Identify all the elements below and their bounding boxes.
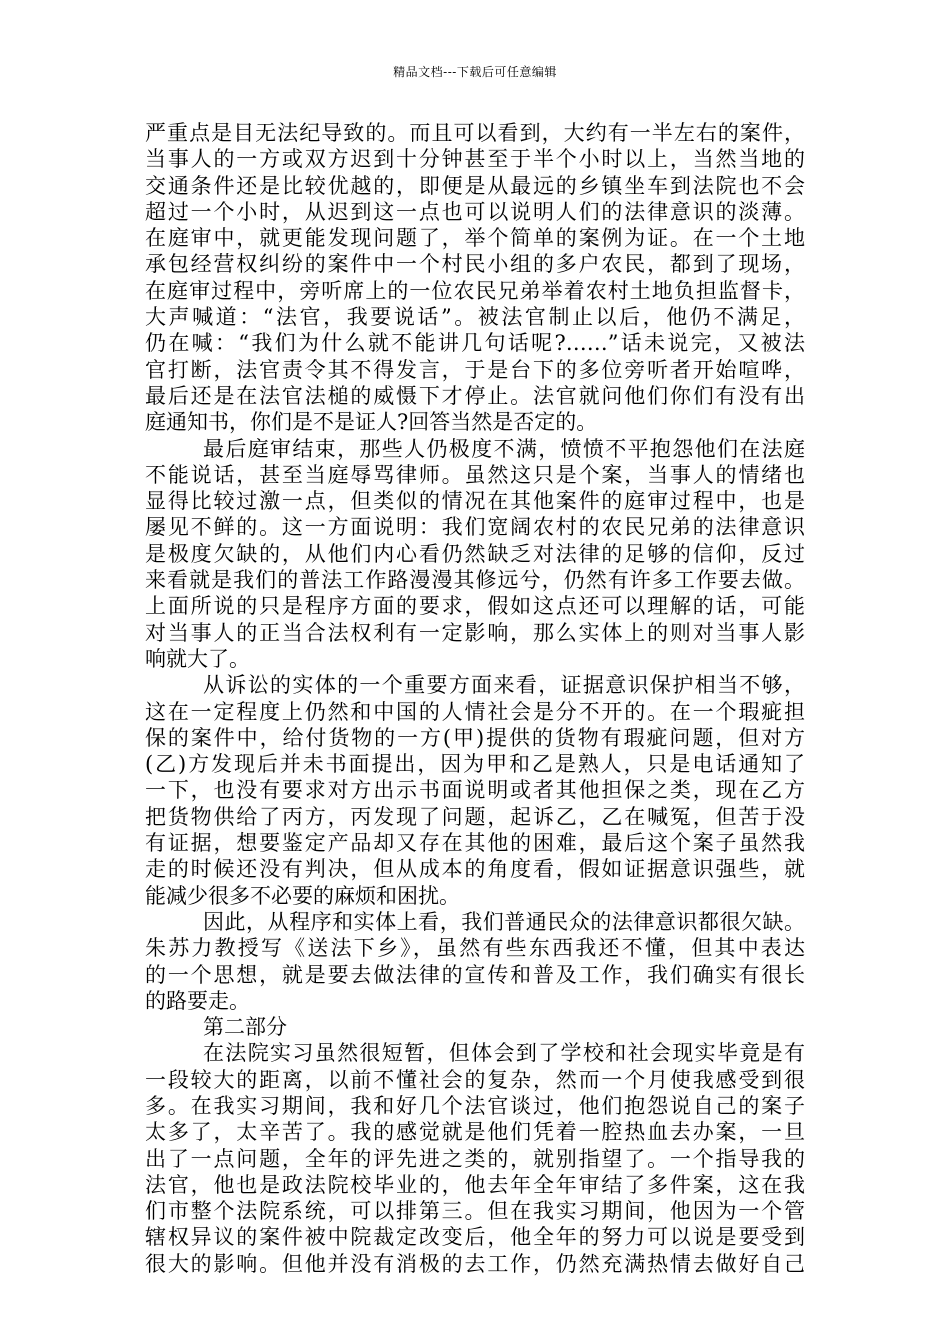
text-line: 有证据，想要鉴定产品却又存在其他的困难，最后这个案子虽然我 [145,831,805,856]
text-line: 的一个思想，就是要去做法律的宣传和普及工作，我们确实有很长 [145,962,805,987]
text-line: 走的时候还没有判决，但从成本的角度看，假如证据意识强些，就 [145,857,805,882]
text-line: 很大的影响。但他并没有消极的去工作，仍然充满热情去做好自己 [145,1251,805,1276]
text-line: 从诉讼的实体的一个重要方面来看，证据意识保护相当不够， [203,673,805,698]
text-line: 大声喊道：“法官，我要说话”。被法官制止以后，他仍不满足， [145,305,805,330]
text-line: 是极度欠缺的，从他们内心看仍然缺乏对法律的足够的信仰，反过 [145,541,805,566]
text-line: 一段较大的距离，以前不懂社会的复杂，然而一个月使我感受到很 [145,1067,805,1092]
text-line: 一下，也没有要求对方出示书面说明或者其他担保之类，现在乙方 [145,778,805,803]
page-header: 精品文档---下载后可任意编辑 [393,65,557,79]
text-line: 最后庭审结束，那些人仍极度不满，愤愤不平抱怨他们在法庭 [203,436,805,461]
document-body [145,120,805,1277]
text-line: 这在一定程度上仍然和中国的人情社会是分不开的。在一个瑕疵担 [145,699,805,724]
text-line: 仍在喊：“我们为什么就不能讲几句话呢?……”话未说完，又被法 [145,331,805,356]
text-line: 在法院实习虽然很短暂，但体会到了学校和社会现实毕竟是有 [203,1041,805,1066]
text-line: (乙)方发现后并未书面提出，因为甲和乙是熟人，只是电话通知了 [145,752,805,777]
text-line: 承包经营权纠纷的案件中一个村民小组的多户农民，都到了现场， [145,252,805,277]
text-line: 因此，从程序和实体上看，我们普通民众的法律意识都很欠缺。 [203,909,805,934]
text-line: 在庭审中，就更能发现问题了，举个简单的案例为证。在一个土地 [145,226,805,251]
text-line: 辖权异议的案件被中院裁定改变后，他全年的努力可以说是要受到 [145,1225,805,1250]
text-line: 们市整个法院系统，可以排第三。但在我实习期间，他因为一个管 [145,1199,805,1224]
text-line: 上面所说的只是程序方面的要求，假如这点还可以理解的话，可能 [145,594,805,619]
text-line: 法官，他也是政法院校毕业的，他去年全年审结了多件案，这在我 [145,1172,805,1197]
text-line: 当事人的一方或双方迟到十分钟甚至于半个小时以上，当然当地的 [145,147,805,172]
text-line: 庭通知书，你们是不是证人?回答当然是否定的。 [145,410,598,435]
text-line: 第二部分 [203,1015,287,1040]
text-line: 屡见不鲜的。这一方面说明：我们宽阔农村的农民兄弟的法律意识 [145,515,805,540]
text-line: 对当事人的正当合法权利有一定影响，那么实体上的则对当事人影 [145,620,805,645]
text-line: 太多了，太辛苦了。我的感觉就是他们凭着一腔热血去办案，一旦 [145,1120,805,1145]
text-line: 官打断，法官责令其不得发言，于是台下的多位旁听者开始喧哗， [145,357,805,382]
text-line: 在庭审过程中，旁听席上的一位农民兄弟举着农村土地负担监督卡， [145,278,805,303]
text-line: 朱苏力教授写《送法下乡》，虽然有些东西我还不懂，但其中表达 [145,936,805,961]
text-line: 能减少很多不必要的麻烦和困扰。 [145,883,460,908]
text-line: 多。在我实习期间，我和好几个法官谈过，他们抱怨说自己的案子 [145,1093,805,1118]
text-line: 响就大了。 [145,646,250,671]
text-line: 来看就是我们的普法工作路漫漫其修远兮，仍然有许多工作要去做。 [145,568,805,593]
text-line: 保的案件中，给付货物的一方(甲)提供的货物有瑕疵问题，但对方 [145,725,805,750]
text-line: 把货物供给了丙方，丙发现了问题，起诉乙，乙在喊冤，但苦于没 [145,804,805,829]
text-line: 超过一个小时，从迟到这一点也可以说明人们的法律意识的淡薄。 [145,199,805,224]
text-line: 不能说话，甚至当庭辱骂律师。虽然这只是个案，当事人的情绪也 [145,462,805,487]
text-line: 最后还是在法官法槌的威慑下才停止。法官就问他们你们有没有出 [145,383,805,408]
text-line: 显得比较过激一点，但类似的情况在其他案件的庭审过程中，也是 [145,489,805,514]
text-line: 严重点是目无法纪导致的。而且可以看到，大约有一半左右的案件， [145,121,805,145]
text-line: 交通条件还是比较优越的，即便是从最远的乡镇坐车到法院也不会 [145,173,805,198]
text-line: 的路要走。 [145,988,250,1013]
text-line: 出了一点问题，全年的评先进之类的，就别指望了。一个指导我的 [145,1146,805,1171]
